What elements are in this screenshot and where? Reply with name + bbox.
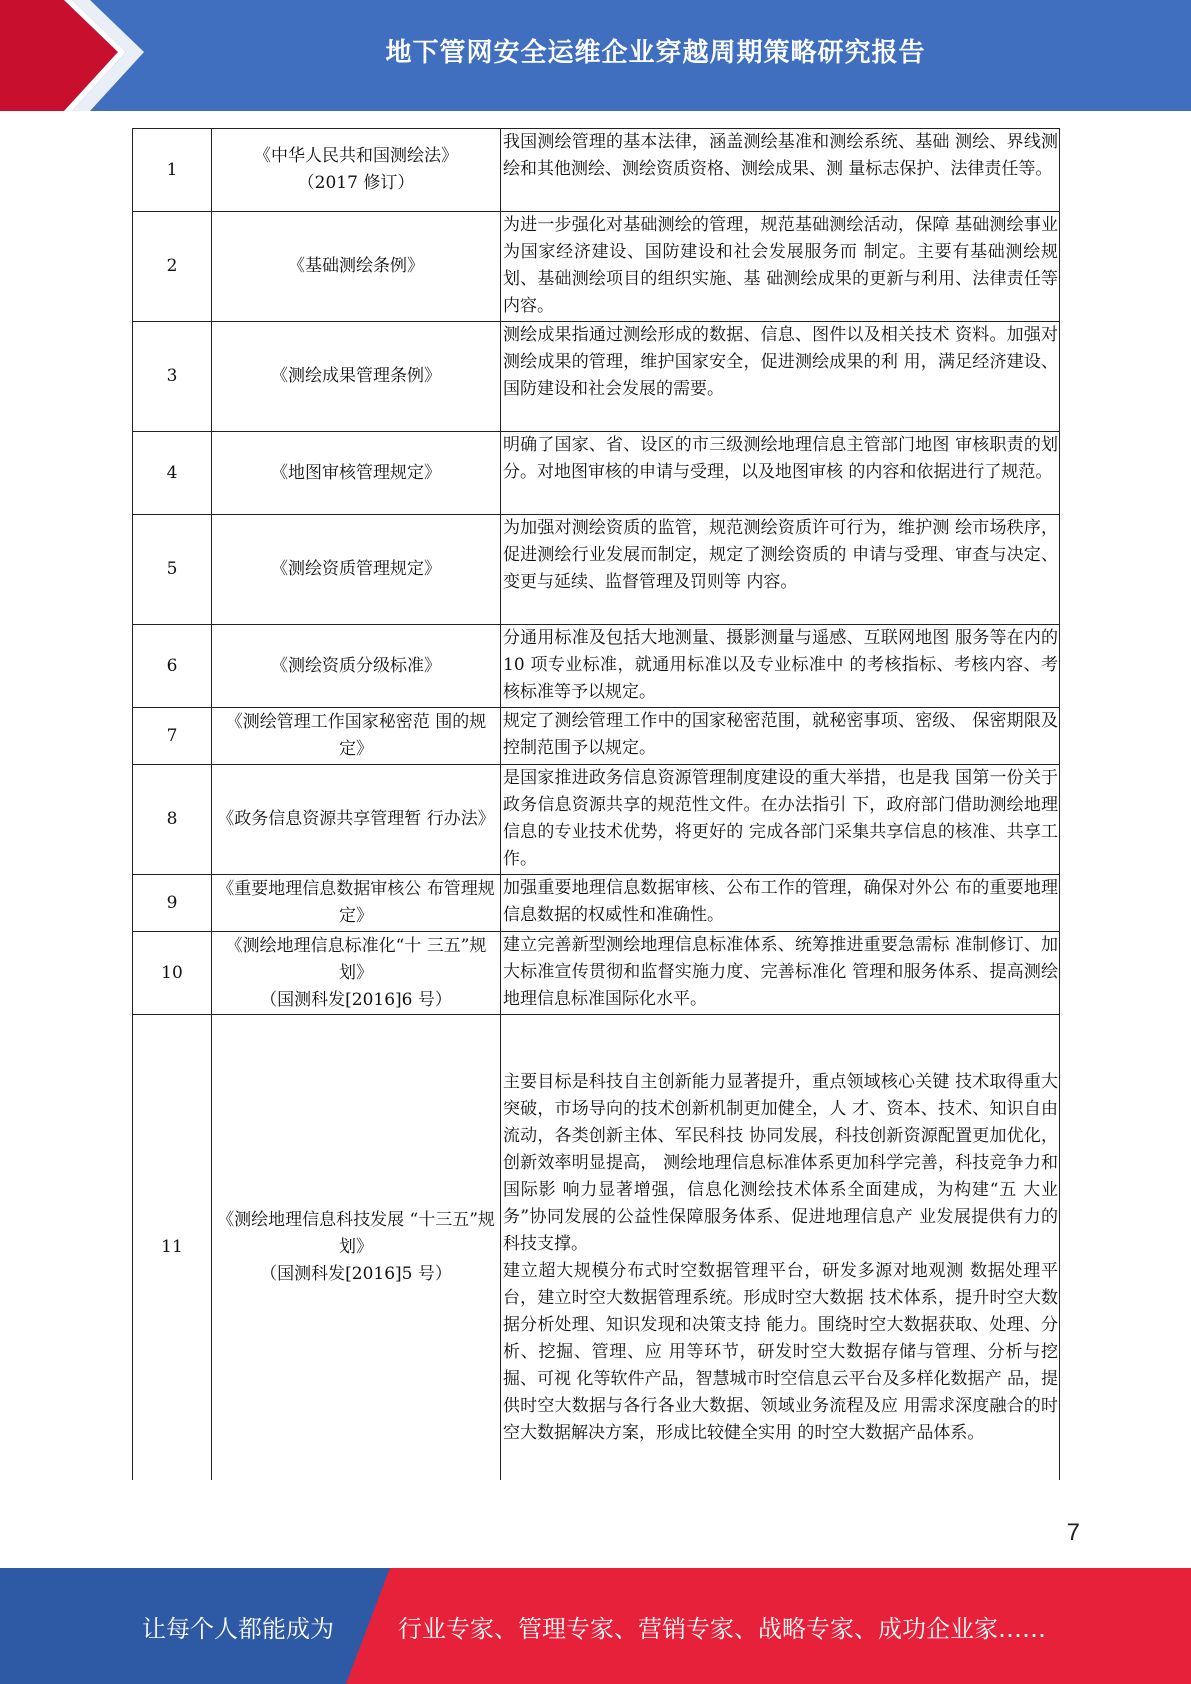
description-paragraph: 为进一步强化对基础测绘的管理，规范基础测绘活动，保障 基础测绘事业为国家经济建设、国防建设和社会发展服务而 制定。主要有基础测绘规划、基础测绘项目的组织实施、基 础测绘成果的更新与利用、法律责任等内容。 [503,215,1058,316]
row-number: 3 [133,322,212,432]
table-row [133,625,1060,708]
table-row [133,932,1060,1015]
table-row [133,515,1060,625]
row-number: 10 [133,932,212,1015]
report-title: 地下管网安全运维企业穿越周期策略研究报告 [385,37,926,68]
row-number: 11 [133,1015,212,1480]
table-row [133,212,1060,322]
regulation-name-line: 《政务信息资源共享管理暂 行办法》 [217,809,495,829]
regulation-description [501,515,1060,625]
regulation-name-line: 《基础测绘条例》 [288,256,424,276]
regulation-name-line: （2017 修订） [297,173,415,193]
regulation-description [501,432,1060,515]
regulation-name-line: 《中华人民共和国测绘法》 [254,146,458,166]
description-paragraph: 主要目标是科技自主创新能力显著提升，重点领域核心关键 技术取得重大突破，市场导向的技术创新机制更加健全，人 才、资本、技术、知识自由流动，各类创新主体、军民科技 协同发展，科技创新资源配置更加优化，创新效率明显提高， 测绘地理信息标准体系更加科学完善，科技竞争力和国际影 响力显著增强，信息化测绘技术体系全面建成，为构建“五 大业务”协同发展的公益性保障服务体系、促进地理信息产 业发展提供有力的科技支撑。 [503,1072,1058,1254]
regulation-name [212,129,501,212]
footer-slogan-right: 行业专家、管理专家、营销专家、战略专家、成功企业家…… [398,1614,1046,1643]
regulation-name [212,432,501,515]
regulation-name [212,322,501,432]
footer-slogan-left: 让每个人都能成为 [142,1614,334,1643]
regulations-table [132,128,1060,1480]
regulation-name-line: （国测科发[2016]5 号） [260,1263,452,1284]
table-row [133,129,1060,212]
table-row [133,708,1060,765]
row-number: 4 [133,432,212,515]
description-paragraph: 分通用标准及包括大地测量、摄影测量与遥感、互联网地图 服务等在内的 10 项专业标准，就通用标准以及专业标准中 的考核指标、考核内容、考核标准等予以规定。 [503,628,1058,702]
regulation-name-line: 《测绘资质分级标准》 [271,655,441,676]
description-paragraph: 我国测绘管理的基本法律，涵盖测绘基准和测绘系统、基础 测绘、界线测绘和其他测绘、测绘资质资格、测绘成果、测 量标志保护、法律责任等。 [503,132,1058,179]
page-number: 7 [1066,1519,1080,1546]
table-row [133,1015,1060,1480]
description-paragraph: 测绘成果指通过测绘形成的数据、信息、图件以及相关技术 资料。加强对测绘成果的管理，维护国家安全，促进测绘成果的利 用，满足经济建设、国防建设和社会发展的需要。 [503,325,1058,399]
description-paragraph: 明确了国家、省、设区的市三级测绘地理信息主管部门地图 审核职责的划分。对地图审核的申请与受理，以及地图审核 的内容和依据进行了规范。 [503,435,1058,482]
regulation-name-line: 《测绘资质管理规定》 [271,559,441,579]
regulation-name [212,515,501,625]
regulation-name [212,1015,501,1480]
regulation-description [501,212,1060,322]
row-number: 9 [133,875,212,932]
regulation-name [212,932,501,1015]
regulation-description [501,875,1060,932]
row-number: 7 [133,708,212,765]
table-row [133,875,1060,932]
row-number: 8 [133,765,212,875]
regulation-name [212,875,501,932]
header-chevron-decoration [0,0,150,111]
regulation-description [501,1015,1060,1480]
row-number: 5 [133,515,212,625]
regulation-name [212,625,501,708]
description-paragraph: 建立超大规模分布式时空数据管理平台，研发多源对地观测 数据处理平台，建立时空大数据管理系统。形成时空大数据 技术体系，提升时空大数据分析处理、知识发现和决策支持 能力。围绕时空大数据获取、处理、分析、挖掘、管理、应 用等环节，研发时空大数据存储与管理、分析与挖掘、可视 化等软件产品，智慧城市时空信息云平台及多样化数据产 品，提供时空大数据与各行各业大数据、领域业务流程及应 用需求深度融合的时空大数据解决方案，形成比较健全实用 的时空大数据产品体系。 [503,1261,1058,1443]
description-paragraph: 是国家推进政务信息资源管理制度建设的重大举措，也是我 国第一份关于政务信息资源共享的规范性文件。在办法指引 下，政府部门借助测绘地理信息的专业技术优势，将更好的 完成各部门采集共享信息的核准、共享工作。 [503,768,1058,869]
table-row [133,765,1060,875]
regulation-name [212,212,501,322]
page-header [0,0,1191,111]
row-number: 6 [133,625,212,708]
description-paragraph: 建立完善新型测绘地理信息标准体系、统筹推进重要急需标 准制修订、加大标准宣传贯彻和监督实施力度、完善标准化 管理和服务体系、提高测绘地理信息标准国际化水平。 [503,935,1058,1009]
regulation-description [501,765,1060,875]
description-paragraph: 为加强对测绘资质的监管，规范测绘资质许可行为，维护测 绘市场秩序，促进测绘行业发展而制定，规定了测绘资质的 申请与受理、审查与决定、变更与延续、监督管理及罚则等 内容。 [503,518,1058,592]
regulation-name-line: 《测绘地理信息科技发展 “十三五”规划》 [217,1209,495,1257]
page-footer [0,1568,1191,1684]
regulation-description [501,708,1060,765]
row-number: 1 [133,129,212,212]
table-row [133,322,1060,432]
description-paragraph: 加强重要地理信息数据审核、公布工作的管理，确保对外公 布的重要地理信息数据的权威性和准确性。 [503,878,1058,925]
regulation-description [501,129,1060,212]
regulation-name-line: （国测科发[2016]6 号） [260,989,452,1010]
regulation-description [501,932,1060,1015]
regulation-name-line: 《重要地理信息数据审核公 布管理规定》 [217,879,495,926]
row-number: 2 [133,212,212,322]
regulation-name-line: 《测绘管理工作国家秘密范 围的规定》 [225,712,487,759]
regulation-name-line: 《测绘成果管理条例》 [271,366,441,386]
table-row [133,432,1060,515]
regulation-name-line: 《地图审核管理规定》 [271,462,441,483]
regulation-name [212,708,501,765]
regulation-description [501,625,1060,708]
regulation-description [501,322,1060,432]
description-paragraph: 规定了测绘管理工作中的国家秘密范围，就秘密事项、密级、 保密期限及控制范围予以规定。 [503,711,1058,758]
regulation-name [212,765,501,875]
regulation-name-line: 《测绘地理信息标准化“十 三五”规划》 [225,935,487,983]
